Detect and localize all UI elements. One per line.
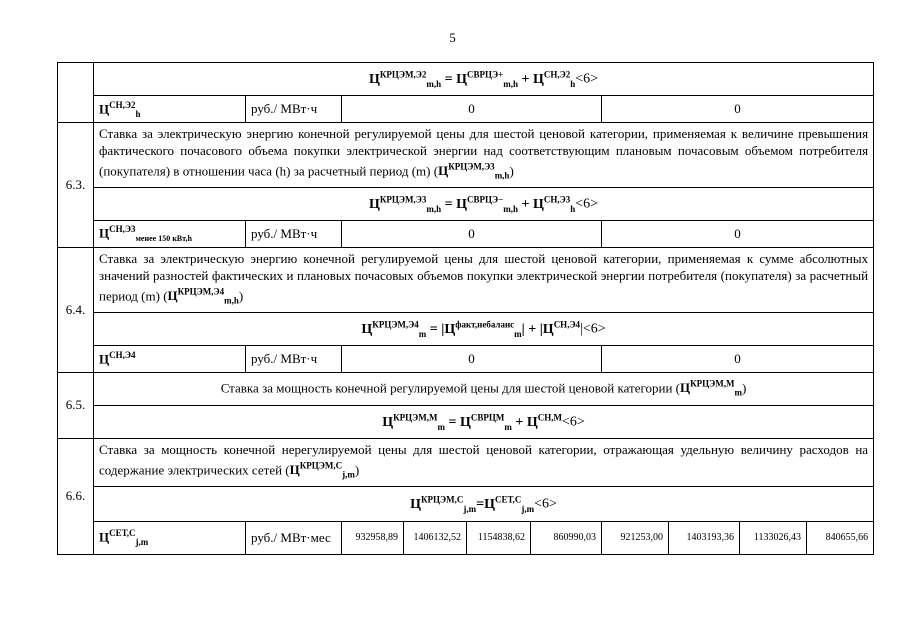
- formula-6-6: $Ц^{КРЦЭМ,С}_{j,m}=Ц^{СЕТ,С}_{j,m}<6>$: [94, 486, 874, 521]
- page-number: 5: [449, 30, 456, 45]
- value-cell: 1154838,62: [467, 521, 531, 554]
- table-row: [58, 187, 874, 220]
- tariff-table: [57, 62, 874, 555]
- symbol-cell: $Ц^{СН,Э4}$: [94, 345, 246, 372]
- row-number: 6.6.: [58, 438, 94, 554]
- value-cell: 0: [342, 220, 602, 247]
- value-cell: 0: [342, 345, 602, 372]
- table-row: [58, 486, 874, 521]
- formula-6-5: $Ц^{КРЦЭМ,М}_m = Ц^{СВРЦМ}_m + Ц^{СН,М}<6>$: [94, 405, 874, 438]
- value-cell: 860990,03: [531, 521, 602, 554]
- unit-cell: руб./ МВт·ч: [246, 345, 342, 372]
- value-cell: 0: [602, 96, 874, 123]
- value-cell: 1133026,43: [740, 521, 807, 554]
- row-number: 6.3.: [58, 123, 94, 248]
- unit-cell: руб./ МВт·ч: [246, 220, 342, 247]
- symbol-cell: $Ц^{СЕТ,С}_{j,m}$: [94, 521, 246, 554]
- table-row: [58, 312, 874, 345]
- table-row: [58, 438, 874, 486]
- table-row: [58, 521, 874, 554]
- formula-6-3: $Ц^{КРЦЭМ,Э3}_{m,h} = Ц^{СВРЦЭ-}_{m,h} + Ц^{СН,Э3}_h<6>$: [94, 187, 874, 220]
- table-row: [58, 372, 874, 405]
- row-number-cell: [58, 63, 94, 123]
- value-cell: 1406132,52: [404, 521, 467, 554]
- description-6-3: Ставка за электрическую энергию конечной регулируемой цены для шестой ценовой категории, применяемая к величине превышения фактического почасового объема покупки электрической энергии над соответствующим плановым почасовым объемом потребителя (покупателя) в отношении часа (h) за расчетный период (m) $(Ц^{КРЦЭМ,Э3}_{m,h})$: [94, 123, 874, 188]
- table-row: [58, 96, 874, 123]
- value-cell: 0: [342, 96, 602, 123]
- row-number: 6.5.: [58, 372, 94, 438]
- value-cell: 921253,00: [602, 521, 669, 554]
- formula-6-2: $Ц^{КРЦЭМ,Э2}_{m,h} = Ц^{СВРЦЭ+}_{m,h} + Ц^{СН,Э2}_h<6>$: [94, 63, 874, 96]
- symbol-cell: $Ц^{СН,Э2}_h$: [94, 96, 246, 123]
- table-row: [58, 247, 874, 312]
- formula-6-4: $Ц^{КРЦЭМ,Э4}_m = |Ц^{факт,небаланс}_m| + |Ц^{СН,Э4}|<6>$: [94, 312, 874, 345]
- unit-cell: руб./ МВт·мес: [246, 521, 342, 554]
- value-cell: 0: [602, 345, 874, 372]
- value-cell: 840655,66: [807, 521, 874, 554]
- value-cell: 0: [602, 220, 874, 247]
- value-cell: 932958,89: [342, 521, 404, 554]
- table-row: [58, 345, 874, 372]
- description-6-6: Ставка за мощность конечной нерегулируемой цены для шестой ценовой категории, отражающая удельную величину расходов на содержание электрических сетей $(Ц^{КРЦЭМ,С}_{j,m})$: [94, 438, 874, 486]
- table-row: [58, 123, 874, 188]
- unit-cell: руб./ МВт·ч: [246, 96, 342, 123]
- description-6-4: Ставка за электрическую энергию конечной регулируемой цены для шестой ценовой категории, применяемая к сумме абсолютных значений разностей фактических и плановых почасовых объемов покупки электрической энергии потребителя (покупателя) за расчетный период (m) $(Ц^{КРЦЭМ,Э4}_{m,h})$: [94, 247, 874, 312]
- table-row: [58, 405, 874, 438]
- symbol-cell: $Ц^{СН,Э3}_{менее 150 кВт,h}$: [94, 220, 246, 247]
- value-cell: 1403193,36: [669, 521, 740, 554]
- table-row: [58, 220, 874, 247]
- row-number: 6.4.: [58, 247, 94, 372]
- table-row: [58, 63, 874, 96]
- description-6-5: Ставка за мощность конечной регулируемой цены для шестой ценовой категории $(Ц^{КРЦЭМ,М}_m)$: [94, 372, 874, 405]
